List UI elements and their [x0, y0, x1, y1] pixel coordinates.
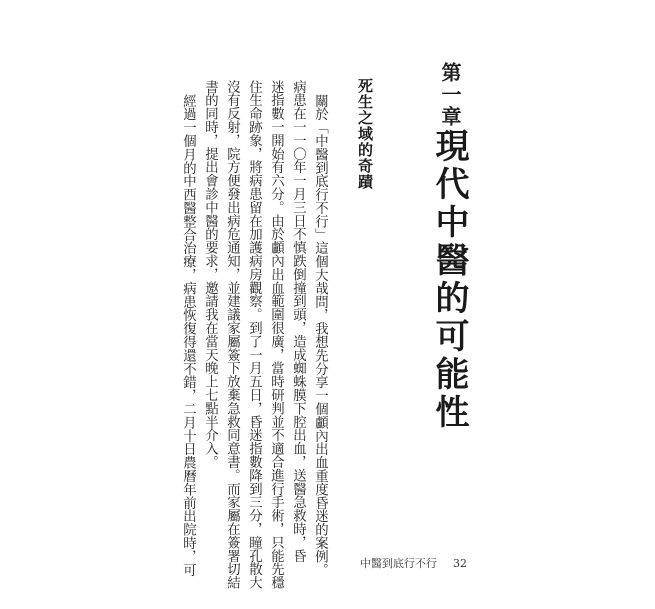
body-line: 迷指數一開始有六分。由於顱內出血範圍很廣，當時研判並不適合進行手術，只能先穩 — [268, 80, 284, 590]
body-line: 住生命跡象，將病患留在加護病房觀察。到了一月五日，昏迷指數降到三分，瞳孔散大 — [246, 80, 262, 590]
body-line: 書的同時，提出會診中醫的要求，邀請我在當天晚上七點半介入。 — [202, 80, 218, 469]
body-line: 病患在一一〇年一月三日不慎跌倒撞到頭，造成蜘蛛膜下腔出血，送醫急救時，昏 — [290, 80, 306, 563]
running-book-title: 中醫到底行不行 — [360, 557, 437, 570]
body-line: 經過一個月的中西醫整合治療，病患恢復得還不錯，二月十日農曆年前出院時，可 — [180, 94, 196, 577]
page-footer — [360, 555, 467, 571]
chapter-title: 現代中醫的可能性 — [429, 128, 469, 432]
body-line: 關於「中醫到底行不行」這個大哉問，我想先分享一個顱內出血重度昏迷的案例。 — [312, 94, 328, 577]
page-number: 32 — [453, 557, 467, 570]
section-heading: 死生之域的奇蹟 — [356, 78, 374, 190]
chapter-label: 第一章 — [438, 62, 462, 128]
body-line: 沒有反射，院方便發出病危通知，並建議家屬簽下放棄急救同意書。而家屬在簽署切結 — [224, 80, 240, 590]
